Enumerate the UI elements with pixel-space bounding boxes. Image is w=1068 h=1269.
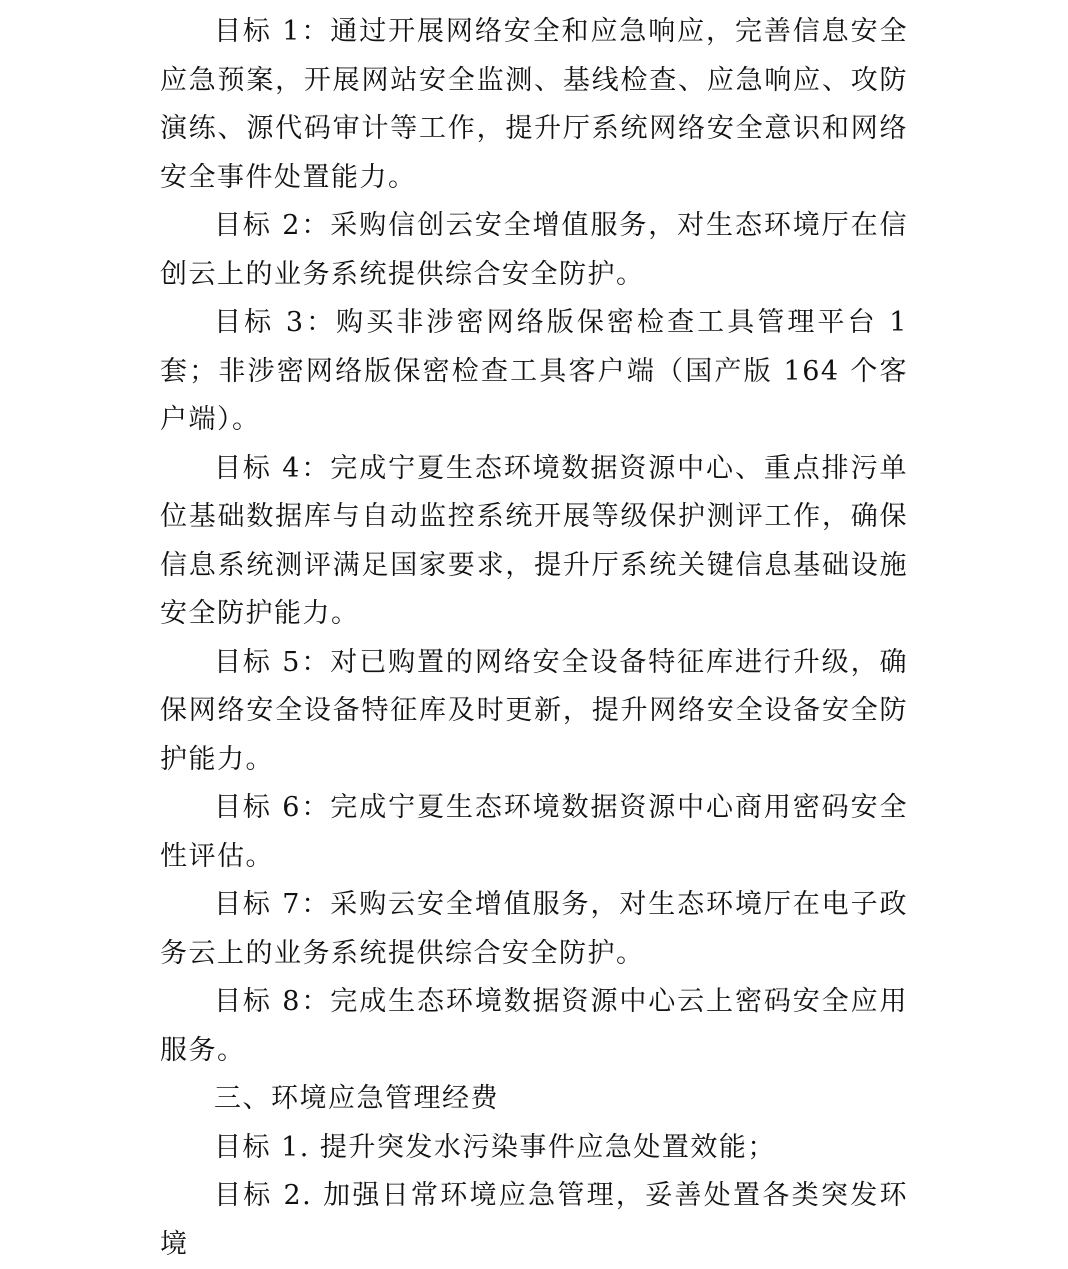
section-heading: 三、环境应急管理经费: [214, 1083, 499, 1114]
goal-8-paragraph: 目标 8：完成生态环境数据资源中心云上密码安全应用服务。: [160, 986, 908, 1066]
goal-2-paragraph: 目标 2：采购信创云安全增值服务，对生态环境厅在信创云上的业务系统提供综合安全防护。: [160, 210, 908, 290]
goal-6-paragraph: 目标 6：完成宁夏生态环境数据资源中心商用密码安全性评估。: [160, 792, 908, 872]
goal-7-paragraph: 目标 7：采购云安全增值服务，对生态环境厅在电子政务云上的业务系统提供综合安全防护。: [160, 889, 908, 969]
emergency-goal-1-paragraph: 目标 1. 提升突发水污染事件应急处置效能；: [214, 1131, 776, 1163]
goal-5-paragraph: 目标 5：对已购置的网络安全设备特征库进行升级，确保网络安全设备特征库及时更新，提升网络安全设备安全防护能力。: [160, 646, 908, 775]
goal-1-paragraph: 目标 1：通过开展网络安全和应急响应，完善信息安全应急预案，开展网站安全监测、基线检查、应急响应、攻防演练、源代码审计等工作，提升厅系统网络安全意识和网络安全事件处置能力。: [160, 16, 908, 193]
goal-4-paragraph: 目标 4：完成宁夏生态环境数据资源中心、重点排污单位基础数据库与自动监控系统开展等级保护测评工作，确保信息系统测评满足国家要求，提升厅系统关键信息基础设施安全防护能力。: [160, 452, 908, 629]
document-body: [160, 8, 908, 1269]
emergency-goal-2-paragraph: 目标 2. 加强日常环境应急管理，妥善处置各类突发环境: [160, 1180, 908, 1260]
goal-3-paragraph: 目标 3：购买非涉密网络版保密检查工具管理平台 1 套；非涉密网络版保密检查工具客户端（国产版 164 个客户端）。: [160, 307, 908, 435]
